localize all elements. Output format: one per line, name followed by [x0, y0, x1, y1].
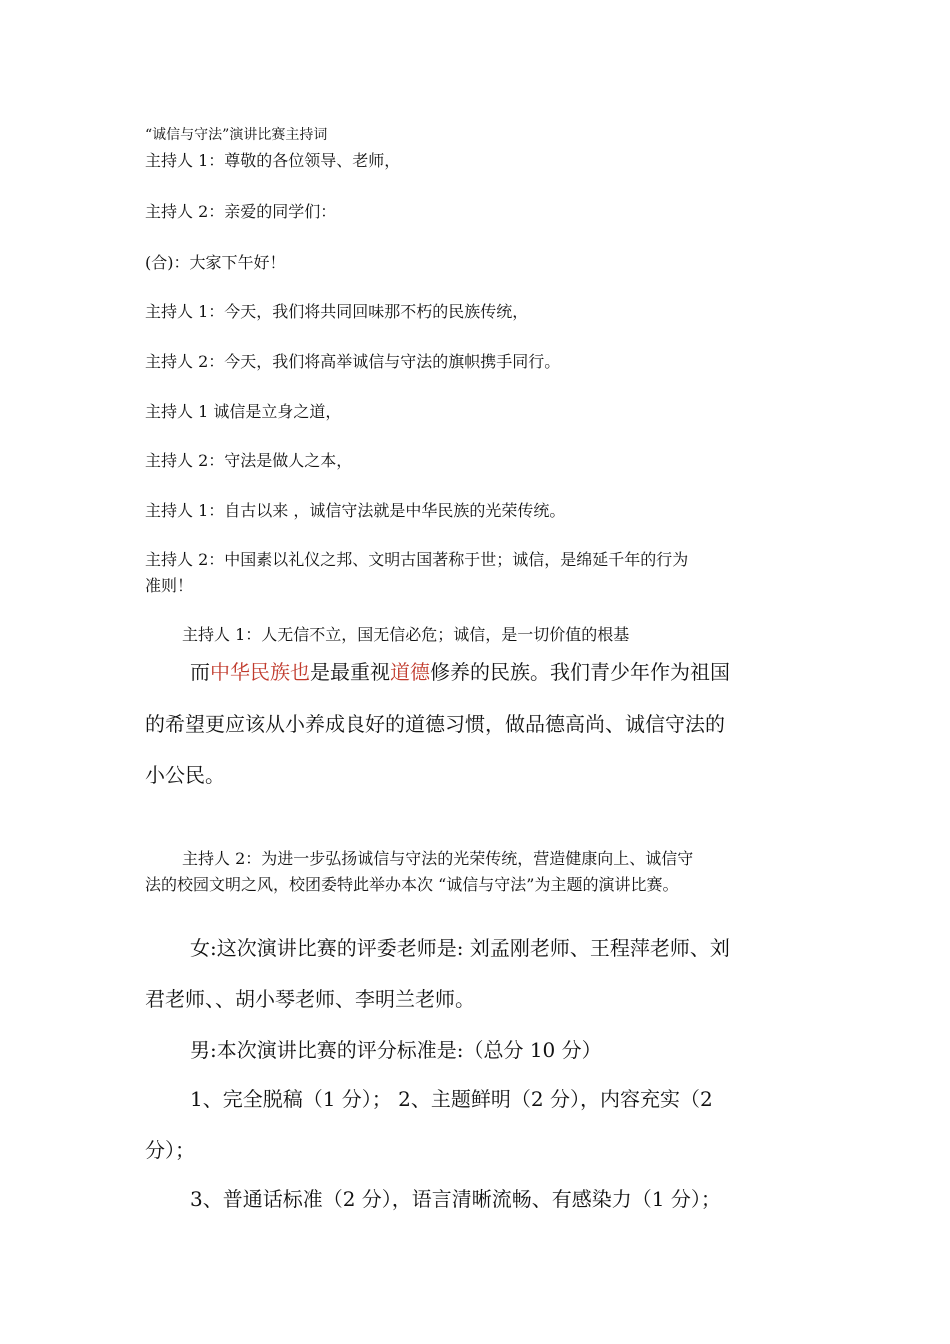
scoring-heading: 男:本次演讲比赛的评分标准是:（总分 10 分） — [190, 1038, 602, 1062]
host1-greeting: 主持人 1：尊敬的各位领导、老师， — [145, 151, 401, 170]
host2-line-continued: 准则！ — [145, 576, 194, 595]
highlighted-text: 中华民族也 — [210, 660, 310, 684]
scoring-criteria: 1、完全脱稿（1 分）； 2、主题鲜明（2 分），内容充实（2 — [190, 1087, 713, 1111]
judges-line: 女:这次演讲比赛的评委老师是: 刘孟刚老师、王程萍老师、刘 — [190, 936, 730, 960]
host1-line: 主持人 1：人无信不立，国无信必危；诚信，是一切价值的根基 — [182, 625, 630, 644]
host2-line: 主持人 2：为进一步弘扬诚信与守法的光荣传统，营造健康向上、诚信守 — [182, 849, 694, 868]
text-span: 是最重视 — [310, 660, 390, 684]
host1-line: 主持人 1：自古以来 ，诚信守法就是中华民族的光荣传统。 — [145, 501, 566, 520]
host2-line-continued: 法的校园文明之风，校团委特此举办本次 “诚信与守法”为主题的演讲比赛。 — [145, 875, 679, 894]
host1-line: 主持人 1：今天，我们将共同回味那不朽的民族传统， — [145, 302, 529, 321]
paragraph-line — [190, 662, 730, 682]
highlighted-text: 道德 — [390, 660, 430, 684]
host1-line: 主持人 1 诚信是立身之道， — [145, 402, 342, 421]
host2-greeting: 主持人 2：亲爱的同学们： — [145, 202, 337, 221]
joint-greeting: (合)：大家下午好！ — [145, 253, 286, 272]
scoring-criteria-continued: 分）； — [145, 1138, 195, 1162]
scoring-criteria: 3、普通话标准（2 分），语言清晰流畅、有感染力（1 分）； — [190, 1187, 721, 1211]
host2-line: 主持人 2：今天，我们将高举诚信与守法的旗帜携手同行。 — [145, 352, 561, 371]
host2-line: 主持人 2：守法是做人之本， — [145, 451, 353, 470]
host2-line: 主持人 2：中国素以礼仪之邦、文明古国著称于世；诚信，是绵延千年的行为 — [145, 550, 689, 569]
document-title: “诚信与守法”演讲比赛主持词 — [145, 127, 328, 143]
judges-line-continued: 君老师、、胡小琴老师、李明兰老师。 — [145, 987, 475, 1011]
paragraph-line: 小公民。 — [145, 763, 225, 787]
text-span: 而 — [190, 660, 210, 684]
text-span: 修养的民族。我们青少年作为祖国 — [430, 660, 730, 684]
paragraph-line: 的希望更应该从小养成良好的道德习惯，做品德高尚、诚信守法的 — [145, 712, 725, 736]
